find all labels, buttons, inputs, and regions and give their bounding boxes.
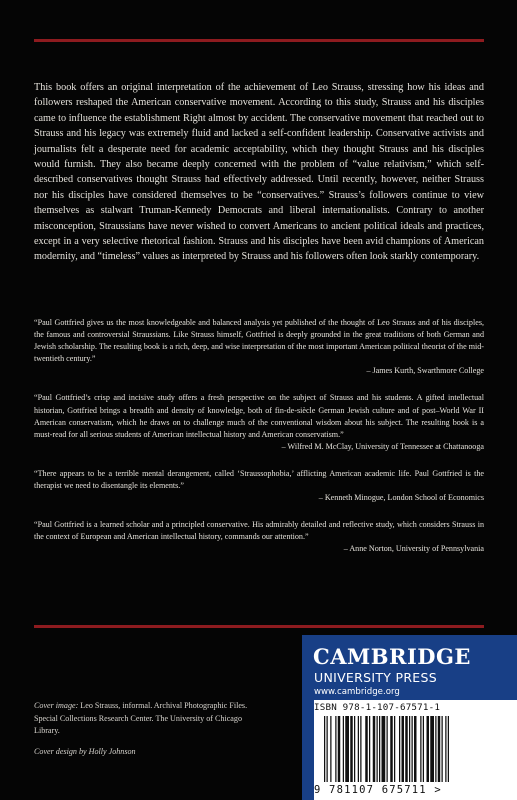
barcode-bar <box>327 716 328 782</box>
barcode-bar <box>345 716 349 782</box>
barcode-bar <box>442 716 443 782</box>
review-attribution: – James Kurth, Swarthmore College <box>366 366 484 376</box>
credits <box>34 700 264 766</box>
cover-image-credit <box>34 700 264 738</box>
publisher-panel <box>302 635 517 800</box>
barcode-bar <box>343 716 344 782</box>
review-quote: “Paul Gottfried is a learned scholar and a principled conservative. His admirably detailed and reflective study, which considers Strauss in the context of European and American intellectual history, commands our attention.” <box>34 520 484 542</box>
barcode-bar <box>438 716 441 782</box>
publisher-url: www.cambridge.org <box>314 687 400 697</box>
barcode-bar <box>382 716 386 782</box>
barcode-bar <box>324 716 325 782</box>
review-attribution: – Kenneth Minogue, London School of Economics <box>318 493 484 503</box>
barcode-bar <box>373 716 376 782</box>
barcode-bar <box>394 716 395 782</box>
barcode-bar <box>402 716 405 782</box>
review <box>34 519 484 555</box>
barcode-bar <box>365 716 368 782</box>
review-quote: “Paul Gottfried’s crisp and incisive study offers a fresh perspective on the subject of Strauss and his students. A gifted intellectual historian, Gottfried brings a breadth and density of knowledge, both of fin-de-siècle German Jewish culture and of post–World War II American conservatism, which he draws on to challenge much of the conventional wisdom about his subject. The resulting book is a must-read for all serious students of American intellectual history and American conservatism.” <box>34 393 484 439</box>
barcode-bar <box>405 716 408 782</box>
review <box>34 317 484 377</box>
barcode-bar <box>335 716 336 782</box>
barcode-bar <box>387 716 388 782</box>
barcode-bar <box>338 716 341 782</box>
barcode-digits: 9 781107 675711 > <box>314 784 442 796</box>
barcode-bar <box>360 716 361 782</box>
review-attribution: – Anne Norton, University of Pennsylvania <box>343 544 484 554</box>
review <box>34 468 484 504</box>
review-quote: “There appears to be a terrible mental derangement, called ‘Straussophobia,’ afflicting American academic life. Paul Gottfried is the therapist we need to disentangle its elements.” <box>34 468 484 491</box>
reviews <box>34 317 484 571</box>
cover-design-text: Cover design by Holly Johnson <box>34 746 136 756</box>
barcode-bar <box>354 716 355 782</box>
barcode-bar <box>390 716 393 782</box>
review <box>34 392 484 452</box>
review-attribution: – Wilfred M. McClay, University of Tennessee at Chattanooga <box>281 441 484 451</box>
barcode-bar <box>377 716 378 782</box>
barcode-bar <box>448 716 449 782</box>
barcode-bar <box>399 716 400 782</box>
barcode-bar <box>412 716 413 782</box>
barcode-bar <box>409 716 410 782</box>
book-description: This book offers an original interpretation of the achievement of Leo Strauss, stressing how his ideas and followers reshaped the American conservative movement. According to this study, Strauss and his disciples came to influence the establishment Right almost by accident. The conservative movement that reached out to Strauss and his legacy was extremely fluid and lacked a self-confident leadership. Conservative activists and journalists felt a desperate need for academic acceptability, which they thought Strauss and his disciples would furnish. They also became deeply concerned with the problem of “value relativism,” which self-described conservatives thought Strauss had effectively addressed. Until recently, however, neither Strauss nor his disciples have considered themselves to be “conservatives.” Strauss’s followers continue to view themselves as stalwart Truman-Kennedy Democrats and liberal internationalists. Contrary to another misconception, Straussians have never wished to convert Americans to ancient political ideals and practices, except in a very selective rhetorical fashion. Strauss and his disciples have been avid champions of American modernity, and “timeless” values as interpreted by Strauss and his followers often look starkly contemporary. <box>34 82 484 263</box>
top-red-rule <box>34 39 484 42</box>
barcode-box <box>314 700 517 800</box>
bottom-red-rule <box>34 625 484 628</box>
barcode-bar <box>420 716 421 782</box>
barcode-bar <box>350 716 353 782</box>
cover-image-text: Leo Strauss, informal. Archival Photographic Files. Special Collections Research Center. The University of Chicago Library. <box>34 701 248 736</box>
barcode-icon <box>322 716 512 782</box>
barcode-bar <box>435 716 436 782</box>
barcode-bar <box>358 716 359 782</box>
cover-image-label: Cover image: <box>34 701 79 710</box>
barcode-bar <box>414 716 417 782</box>
cover-design-credit <box>34 746 264 759</box>
publisher-subtitle: UNIVERSITY PRESS <box>314 670 437 685</box>
barcode-bar <box>427 716 430 782</box>
barcode-bar <box>330 716 331 782</box>
barcode-bar <box>430 716 434 782</box>
isbn-label: ISBN 978-1-107-67571-1 <box>314 702 441 713</box>
barcode-bar <box>369 716 370 782</box>
barcode-bar <box>379 716 380 782</box>
barcode-bar <box>423 716 424 782</box>
barcode-bar <box>445 716 446 782</box>
publisher-name: CAMBRIDGE <box>313 644 471 669</box>
review-quote: “Paul Gottfried gives us the most knowledgeable and balanced analysis yet published of the thought of Leo Strauss and of his disciples, the famous and controversial Straussians. Like Strauss himself, Gottfried is deeply grounded in the great traditions of both German and Jewish scholarship. The resulting book is a rich, deep, and wise interpretation of the most important American political theorist of the mid-twentieth century.” <box>34 318 484 364</box>
